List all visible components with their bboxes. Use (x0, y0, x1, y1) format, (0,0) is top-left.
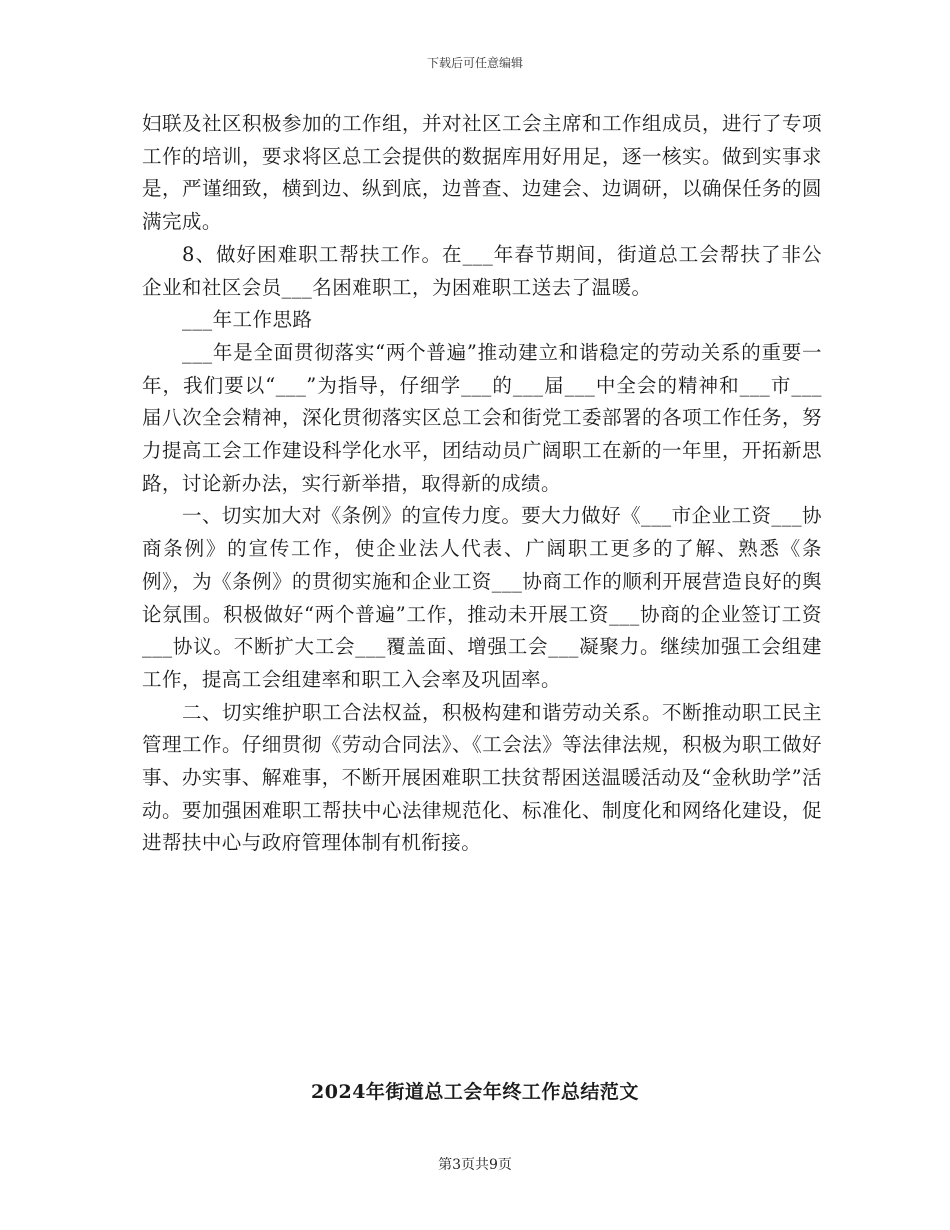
paragraph-work-plan-intro: ___年是全面贯彻落实“两个普遍”推动建立和谐稳定的劳动关系的重要一年，我们要以“___”为指导，仔细学___的___届___中全会的精神和___市___届八次全会精神，深化贯彻落实区总工会和街党工委部署的各项工作任务，努力提高工会工作建设科学化水平，团结动员广阔职工在新的一年里，开拓新思路，讨论新办法，实行新举措，取得新的成绩。 (142, 340, 822, 495)
paragraph-item-8: 8、做好困难职工帮扶工作。在___年春节期间，街道总工会帮扶了非公企业和社区会员___名困难职工，为困难职工送去了温暖。 (142, 242, 822, 299)
paragraph-item-two: 二、切实维护职工合法权益，积极构建和谐劳动关系。不断推动职工民主管理工作。仔细贯彻《劳动合同法》、《工会法》等法律法规，积极为职工做好事、办实事、解难事，不断开展困难职工扶贫帮困送温暖活动及“金秋助学”活动。要加强困难职工帮扶中心法律规范化、标准化、制度化和网络化建设，促进帮扶中心与政府管理体制有机衔接。 (142, 700, 822, 855)
header-note: 下载后可任意编辑 (426, 56, 523, 70)
section-heading-work-plan: ___年工作思路 (182, 308, 313, 332)
paragraph-item-one: 一、切实加大对《条例》的宣传力度。要大力做好《___市企业工资___协商条例》的宣传工作，使企业法人代表、广阔职工更多的了解、熟悉《条例》，为《条例》的贯彻实施和企业工资___协商工作的顺利开展营造良好的舆论氛围。积极做好“两个普遍”工作，推动未开展工资___协商的企业签订工资___协议。不断扩大工会___覆盖面、增强工会___凝聚力。继续加强工会组建工作，提高工会组建率和职工入会率及巩固率。 (142, 504, 822, 691)
paragraph-continuation: 妇联及社区积极参加的工作组，并对社区工会主席和工作组成员，进行了专项工作的培训，要求将区总工会提供的数据库用好用足，逐一核实。做到实事求是，严谨细致，横到边、纵到底，边普查、边建会、边调研，以确保任务的圆满完成。 (142, 112, 822, 234)
document-body (142, 108, 822, 860)
document-title: 2024年街道总工会年终工作总结范文 (311, 1081, 639, 1103)
page-number: 第3页共9页 (438, 1157, 512, 1173)
